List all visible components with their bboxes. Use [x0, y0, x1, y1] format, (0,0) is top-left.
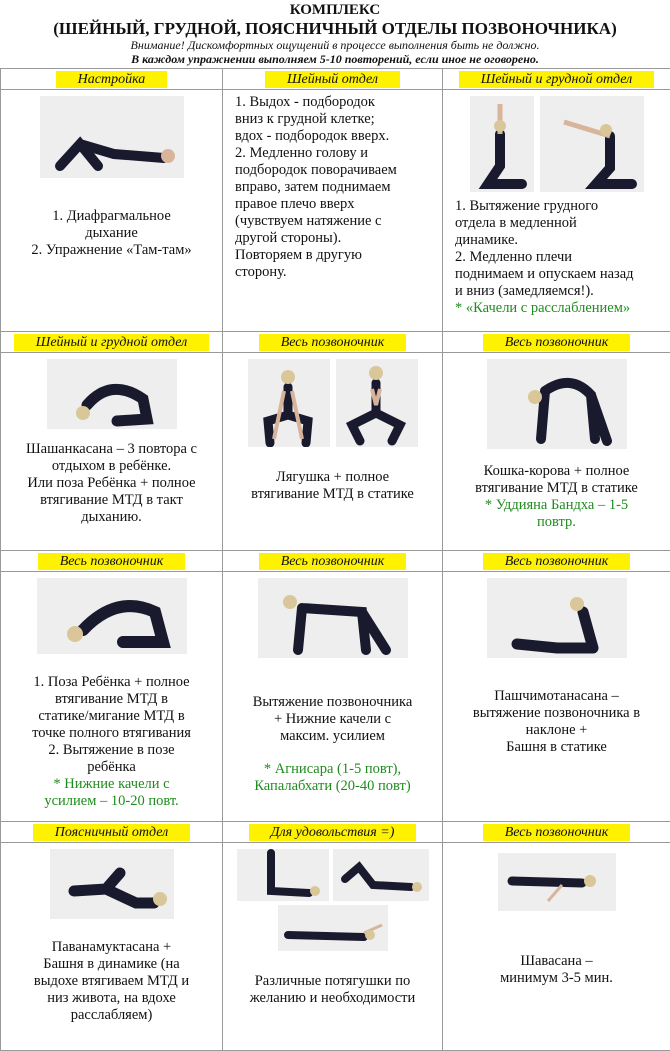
exercise-cell-shashankasana — [1, 353, 223, 551]
exercise-cell-pavanamuktasana — [1, 843, 223, 1051]
exercise-description — [223, 973, 442, 1007]
text-line: Различные потягушки по — [227, 973, 438, 990]
text-line: наклоне + — [447, 722, 666, 739]
text-line: Пашчимотанасана – — [447, 688, 666, 705]
text-line: и вниз (замедляемся!). — [455, 283, 666, 300]
green-tip: * Нижние качели с — [5, 776, 218, 793]
text-line: 2. Вытяжение в позе — [5, 742, 218, 759]
text-line: втягивание МТД в статике — [227, 486, 438, 503]
text-line: вдох - подбородок вверх. — [235, 128, 438, 145]
text-line: Вытяжение позвоночника — [227, 694, 438, 711]
cell-heading — [223, 69, 443, 90]
cell-heading — [1, 551, 223, 572]
text-line: втягивание МТД в такт — [5, 492, 218, 509]
green-tip: * «Качели с расслаблением» — [455, 300, 666, 317]
cell-heading — [1, 332, 223, 353]
woman-leg-raise-figure-icon — [237, 849, 329, 901]
exercise-cell-paschimottanasana — [443, 572, 670, 822]
header — [0, 0, 670, 66]
exercise-cell-cat-cow — [443, 353, 670, 551]
woman-lying-figure-icon — [40, 96, 184, 178]
exercise-cell-child-pose — [1, 572, 223, 822]
heading-label: Для удовольствия =) — [249, 824, 417, 841]
exercise-cell-neck — [223, 90, 443, 332]
text-line: 1. Диафрагмальное — [5, 208, 218, 225]
woman-stretching-figure-icon — [470, 96, 534, 192]
woman-lying-figure-icon — [278, 905, 388, 951]
text-line: поднимаем и опускаем назад — [455, 266, 666, 283]
exercise-cell-savasana — [443, 843, 670, 1051]
cell-heading — [223, 332, 443, 353]
text-line: Кошка-корова + полное — [447, 463, 666, 480]
woman-knees-to-chest-figure-icon — [50, 849, 174, 919]
text-line: максим. усилием — [227, 728, 438, 745]
text-line: 1. Выдох - подбородок — [235, 94, 438, 111]
woman-cat-cow-figure-icon — [487, 359, 627, 449]
text-line: желанию и необходимости — [227, 990, 438, 1007]
green-tip: * Агнисара (1-5 повт), — [227, 761, 438, 778]
cell-heading — [443, 551, 670, 572]
text-line: Или поза Ребёнка + полное — [5, 475, 218, 492]
exercise-cell-stretching — [223, 843, 443, 1051]
heading-label: Поясничный отдел — [33, 824, 191, 841]
cell-heading — [1, 69, 223, 90]
exercise-description — [223, 469, 442, 503]
exercise-description — [1, 674, 222, 810]
text-line: дыханию. — [5, 509, 218, 526]
text-line: правое плечо вверх — [235, 196, 438, 213]
text-line: низ живота, на вдохе — [5, 990, 218, 1007]
text-line: Паванамуктасана + — [5, 939, 218, 956]
cell-heading — [443, 69, 670, 90]
cell-heading — [223, 551, 443, 572]
exercise-description — [443, 198, 670, 317]
cell-heading — [1, 822, 223, 843]
text-line: вправо, затем поднимаем — [235, 179, 438, 196]
exercise-table — [0, 68, 670, 1051]
exercise-cell-spine-stretch — [223, 572, 443, 822]
green-tip: * Уддияна Бандха – 1-5 — [447, 497, 666, 514]
text-line: Шашанкасана – 3 повтора с — [5, 441, 218, 458]
text-line: + Нижние качели с — [227, 711, 438, 728]
text-line: отдыхом в ребёнке. — [5, 458, 218, 475]
text-line: статике/мигание МТД в — [5, 708, 218, 725]
heading-label: Шейный и грудной отдел — [459, 71, 655, 88]
exercise-description — [443, 688, 670, 756]
exercise-cell-frog — [223, 353, 443, 551]
exercise-cell-neck-chest — [443, 90, 670, 332]
green-tip: Капалабхати (20-40 повт) — [227, 778, 438, 795]
text-line: 1. Поза Ребёнка + полное — [5, 674, 218, 691]
sheet-subtitle: (ШЕЙНЫЙ, ГРУДНОЙ, ПОЯСНИЧНЫЙ ОТДЕЛЫ ПОЗВОНОЧНИКА) — [0, 19, 670, 38]
woman-lying-figure-icon — [333, 849, 429, 901]
text-line: Башня в динамике (на — [5, 956, 218, 973]
woman-kneeling-figure-icon — [47, 359, 177, 429]
text-line: 2. Медленно голову и — [235, 145, 438, 162]
text-line: отдела в медленной — [455, 215, 666, 232]
text-line: выдохе втягиваем МТД и — [5, 973, 218, 990]
woman-stretching-figure-icon — [540, 96, 644, 192]
heading-label: Шейный и грудной отдел — [14, 334, 210, 351]
woman-forward-bend-figure-icon — [487, 578, 627, 658]
text-line: расслабляем) — [5, 1007, 218, 1024]
heading-label: Весь позвоночник — [38, 553, 186, 570]
text-line: вниз к грудной клетке; — [235, 111, 438, 128]
heading-label: Шейный отдел — [265, 71, 400, 88]
text-line: дыхание — [5, 225, 218, 242]
woman-squat-figure-icon — [336, 359, 418, 447]
heading-label: Настройка — [56, 71, 168, 88]
cell-heading — [443, 822, 670, 843]
text-line: 2. Медленно плечи — [455, 249, 666, 266]
exercise-description — [1, 939, 222, 1024]
text-line: минимум 3-5 мин. — [447, 970, 666, 987]
text-line: подбородок поворачиваем — [235, 162, 438, 179]
heading-label: Весь позвоночник — [259, 334, 407, 351]
repetitions-note: В каждом упражнении выполняем 5-10 повторений, если иное не оговорено. — [0, 52, 670, 66]
text-line: Повторяем в другую — [235, 247, 438, 264]
text-line: Башня в статике — [447, 739, 666, 756]
text-line: втягивание МТД в статике — [447, 480, 666, 497]
warning-note: Внимание! Дискомфортных ощущений в процессе выполнения быть не должно. — [0, 38, 670, 52]
green-tip: повтр. — [447, 514, 666, 531]
heading-label: Весь позвоночник — [259, 553, 407, 570]
text-line: сторону. — [235, 264, 438, 281]
woman-savasana-figure-icon — [498, 853, 616, 911]
text-line: 1. Вытяжение грудного — [455, 198, 666, 215]
exercise-description — [223, 694, 442, 795]
heading-label: Весь позвоночник — [483, 824, 631, 841]
green-tip: усилием – 10-20 повт. — [5, 793, 218, 810]
exercise-description — [223, 94, 442, 281]
exercise-description — [1, 208, 222, 259]
sheet-title: КОМПЛЕКС — [0, 2, 670, 19]
heading-label: Весь позвоночник — [483, 553, 631, 570]
exercise-description — [1, 441, 222, 526]
cell-heading — [223, 822, 443, 843]
text-line: Лягушка + полное — [227, 469, 438, 486]
heading-label: Весь позвоночник — [483, 334, 631, 351]
woman-child-pose-figure-icon — [37, 578, 187, 654]
text-line: вытяжение позвоночника в — [447, 705, 666, 722]
text-line: другой стороны). — [235, 230, 438, 247]
text-line: ребёнка — [5, 759, 218, 776]
text-line: (чувствуем натяжение с — [235, 213, 438, 230]
text-line: 2. Упражнение «Там-там» — [5, 242, 218, 259]
text-line: динамике. — [455, 232, 666, 249]
woman-table-pose-figure-icon — [258, 578, 408, 658]
exercise-description — [443, 463, 670, 531]
cell-heading — [443, 332, 670, 353]
exercise-description — [443, 953, 670, 987]
woman-squat-figure-icon — [248, 359, 330, 447]
text-line: точке полного втягивания — [5, 725, 218, 742]
text-line: Шавасана – — [447, 953, 666, 970]
exercise-cell-setup — [1, 90, 223, 332]
text-line: втягивание МТД в — [5, 691, 218, 708]
